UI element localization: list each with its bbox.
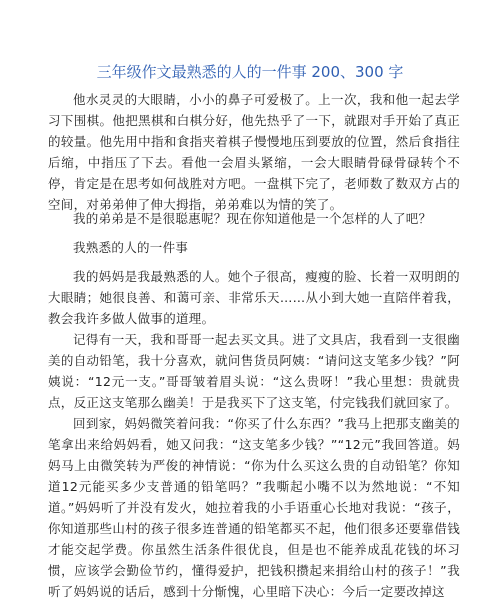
paragraph-4: 记得有一天，我和哥哥一起去买文具。进了文具店，我看到一支很幽美的自动铅笔，我十分喜欢，就问售货员阿姨：“请问这支笔多少钱？”阿姨说：“12元一支。”哥哥皱着眉头说：“这么贵呀！”我心里想：贵就贵点，反正这支笔那么幽美！于是我买下了这支笔，付完钱我们就回家了。 [48, 332, 460, 410]
paragraph-2: 我的弟弟是不是很聪惠呢？现在你知道他是一个怎样的人了吧？ [73, 211, 432, 226]
document-title: 三年级作文最熟悉的人的一件事 200、300 字 [96, 63, 404, 81]
section-heading: 我熟悉的人的一件事 [73, 240, 189, 255]
paragraph-5: 回到家，妈妈微笑着问我：“你买了什么东西？”我马上把那支幽美的笔拿出来给妈妈看，她又问我：“这支笔多少钱？”“12元”我回答道。妈妈马上由微笑转为严俊的神情说：“你为什么买这么贵的自动铅笔？你知道12元能买多少支普通的铅笔吗？”我嘶起小嘴不以为然地说：“不知道。”妈妈听了并没有发火，她拉着我的小手语重心长地对我说：“孩子，你知道那些山村的孩子很多连普通的铅笔都买不起，他们很多还要靠借钱才能交起学费。你虽然生活条件很优良，但是也不能养成乱花钱的坏习惯，应该学会勤俭节约，懂得爱护，把钱积攒起来捐给山村的孩子！”我听了妈妈说的话后，感到十分惭愧，心里暗下决心：今后一定要改掉这 [48, 416, 460, 599]
paragraph-1: 他水灵灵的大眼睛，小小的鼻子可爱极了。上一次，我和他一起去学习下围棋。他把黑棋和白棋分好，他先热乎了一下，就跟对手开始了真正的较量。他先用中指和食指夹着棋子慢慢地压到要放的位置，然后食指往后缩，中指压了下去。看他一会眉头紧缩，一会大眼睛骨碌骨碌转个不停，肯定是在思考如何战胜对方吧。一盘棋下完了，老师数了数双方占的空间，对弟弟伸了伸大拇指，弟弟难以为情的笑了。 [48, 92, 460, 212]
paragraph-3: 我的妈妈是我最熟悉的人。她个子很高，瘦瘦的脸、长着一双明朗的大眼睛；她很良善、和蔼可亲、非常乐天……从小到大她一直陪伴着我，教会我许多做人做事的道理。 [48, 269, 460, 326]
